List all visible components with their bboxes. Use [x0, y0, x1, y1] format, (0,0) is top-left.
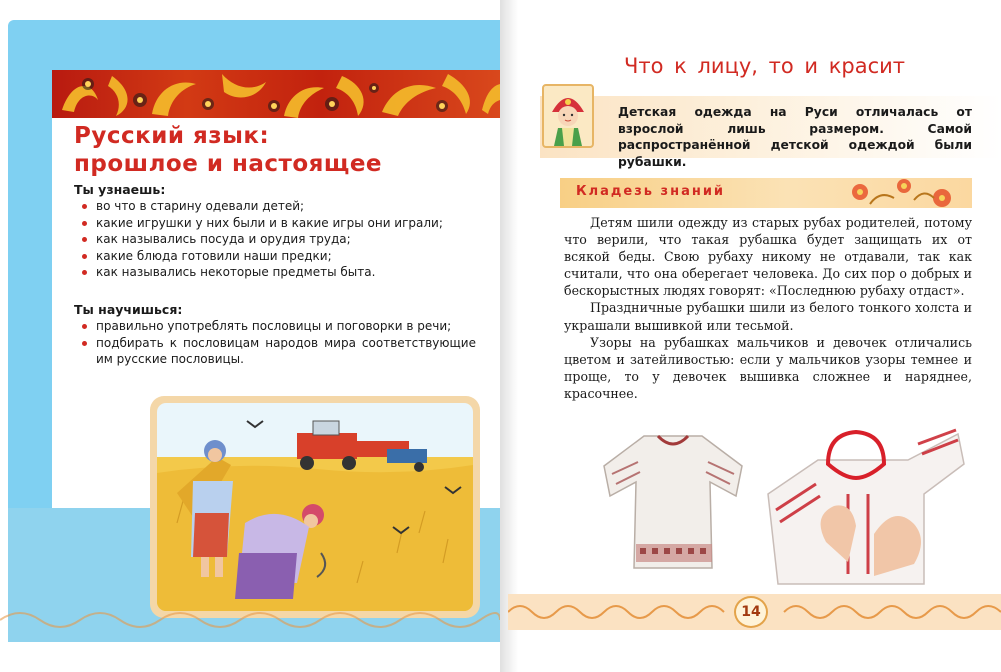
paragraph: Узоры на рубашках мальчиков и девочек отличались цветом и затейливостью: если у мальчиков узоры темнее и проще, то у девочек вышивка сложнее и наряднее, красочнее.: [564, 334, 972, 401]
learn-heading: Ты узнаешь:: [74, 182, 166, 197]
khokhloma-ornament-banner: [52, 70, 500, 118]
list-item: как назывались посуда и орудия труда;: [78, 231, 476, 248]
skill-heading: Ты научишься:: [74, 302, 183, 317]
section-title: Что к лицу, то и красит: [624, 54, 906, 78]
embroidered-shirt-image: [592, 426, 754, 576]
intro-text: Детская одежда на Руси отличалась от взрослой лишь размером. Самой распространённой детской одеждой были рубашки.: [618, 105, 972, 169]
list-item: правильно употреблять пословицы и поговорки в речи;: [78, 318, 476, 335]
learn-list: [78, 198, 476, 281]
left-page: [0, 0, 500, 672]
page-border-ornament: [0, 602, 500, 638]
page-number: 14: [734, 596, 768, 628]
paragraph: Праздничные рубашки шили из белого тонкого холста и украшали вышивкой или тесьмой.: [564, 300, 972, 333]
girl-in-kokoshnik-icon: [542, 84, 594, 148]
page-title: [74, 122, 474, 178]
book-spine: [500, 0, 518, 672]
embroidering-hands-image: [758, 424, 968, 588]
skill-list: [78, 318, 476, 368]
list-item: как назывались некоторые предметы быта.: [78, 264, 476, 281]
list-item: какие игрушки у них были и в какие игры они играли;: [78, 215, 476, 232]
knowledge-title: Кладезь знаний: [576, 184, 726, 199]
paragraph: Детям шили одежду из старых рубах родителей, потому что верили, что такая рубашка будет защищать их от всякой беды. Свою рубаху никому не отдавали, так как считали, что она оберегает человека. До сих пор о добрых и бескорыстных людях говорят: «Последнюю рубаху отдаст».: [564, 215, 972, 299]
list-item: подбирать к пословицам народов мира соответствующие им русские пословицы.: [78, 335, 476, 368]
title-line-2: прошлое и настоящее: [74, 151, 383, 177]
list-item: во что в старину одевали детей;: [78, 198, 476, 215]
title-line-1: Русский язык:: [74, 123, 270, 149]
body-text: [564, 214, 972, 402]
harvest-illustration: [150, 396, 480, 618]
list-item: какие блюда готовили наши предки;: [78, 248, 476, 265]
